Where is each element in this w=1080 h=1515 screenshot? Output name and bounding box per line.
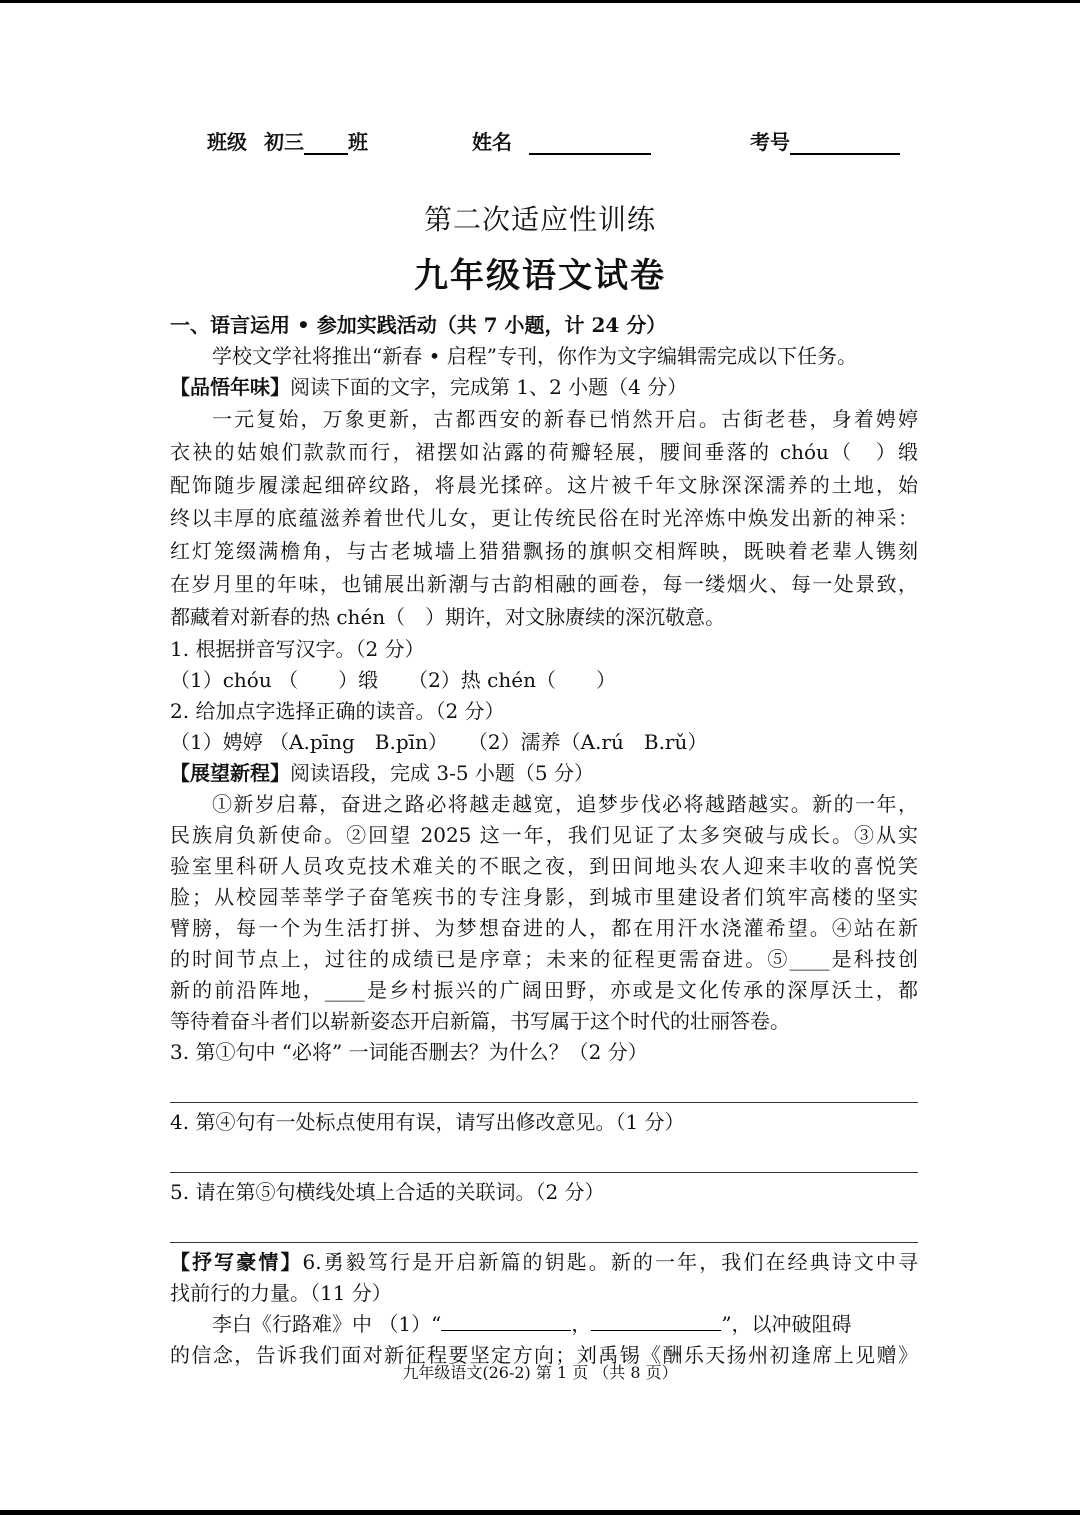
passage2-line: 等待着奋斗者们以崭新姿态开启新篇，书写属于这个时代的壮丽答卷。 xyxy=(170,1009,790,1033)
q6-blank-2[interactable] xyxy=(591,1312,721,1331)
part2-tag: 【展望新程】 xyxy=(170,761,290,785)
q6-text-b: ”，以冲破阻碍 xyxy=(721,1312,852,1336)
passage2-line: 的时间节点上，过往的成绩已是序章；未来的征程更需奋进。⑤____是科技创 xyxy=(170,947,918,971)
passage1-line: 终以丰厚的底蕴滋养着世代儿女，更让传统民俗在时光淬炼中焕发出新的神采： xyxy=(170,506,918,530)
class-field xyxy=(207,126,368,155)
exam-content xyxy=(170,310,918,1371)
passage1-line: 红灯笼缀满檐角，与古老城墙上猎猎飘扬的旗帜交相辉映，既映着老辈人镌刻 xyxy=(170,539,918,563)
class-label: 班级 xyxy=(207,130,247,154)
question-4: 4. 第④句有一处标点使用有误，请写出修改意见。（1 分） xyxy=(170,1110,685,1134)
question-2: 2. 给加点字选择正确的读音。（2 分） xyxy=(170,699,505,723)
part3-heading xyxy=(170,1247,918,1278)
q6-sep: ， xyxy=(571,1312,592,1336)
q6-blank-1[interactable] xyxy=(441,1312,571,1331)
section-heading: 一、语言运用 • 参加实践活动（共 7 小题，计 24 分） xyxy=(170,313,667,337)
scan-bottom-edge xyxy=(0,1510,1080,1515)
class-value: 初三 xyxy=(263,130,304,154)
passage2-line: 民族肩负新使命。②回望 2025 这一年，我们见证了太多突破与成长。③从实 xyxy=(170,823,918,847)
name-field xyxy=(472,126,651,155)
question-2-items: （1）娉婷 （A.pīng B.pīn） （2）濡养（A.rú B.rǔ） xyxy=(170,730,708,754)
exam-no-label: 考号 xyxy=(750,130,790,154)
exam-no-blank xyxy=(790,131,900,155)
passage1-line: 一元复始，万象更新，古都西安的新春已悄然开启。古街老巷，身着娉婷 xyxy=(212,407,918,431)
question-6-blank-line xyxy=(170,1309,918,1340)
passage1-line: 配饰随步履漾起细碎纹路，将晨光揉碎。这片被千年文脉深深濡养的土地，始 xyxy=(170,473,918,497)
question-1: 1. 根据拼音写汉字。（2 分） xyxy=(170,637,425,661)
name-label: 姓名 xyxy=(472,130,512,154)
scan-top-edge xyxy=(0,0,1080,3)
question-6: 6.勇毅笃行是开启新篇的钥匙。新的一年，我们在经典诗文中寻 xyxy=(302,1250,918,1274)
passage2-line: 新的前沿阵地，____是乡村振兴的广阔田野，亦或是文化传承的深厚沃土，都 xyxy=(170,978,918,1002)
q6-text-a: 李白《行路难》中 （1）“ xyxy=(212,1312,442,1336)
exam-no-field xyxy=(750,126,900,155)
question-1-items: （1）chóu （ ）缎 （2）热 chén（ ） xyxy=(170,668,616,692)
passage2-line: 脸；从校园莘莘学子奋笔疾书的专注身影，到城市里建设者们筑牢高楼的坚实 xyxy=(170,885,918,909)
class-blank xyxy=(304,131,348,155)
exam-title: 九年级语文试卷 xyxy=(414,256,666,296)
passage1-line: 衣袂的姑娘们款款而行，裙摆如沾露的荷瓣轻展，腰间垂落的 chóu（ ）缎 xyxy=(170,440,918,464)
section-intro: 学校文学社将推出“新春 • 启程”专刊，你作为文字编辑需完成以下任务。 xyxy=(212,344,857,368)
passage2-line: 臂膀，每一个为生活打拼、为梦想奋进的人，都在用汗水浇灌希望。④站在新 xyxy=(170,916,918,940)
part1-heading xyxy=(170,372,918,403)
name-blank xyxy=(529,131,651,155)
passage2-line: 验室里科研人员攻克技术难关的不眠之夜，到田间地头农人迎来丰收的喜悦笑 xyxy=(170,854,918,878)
part1-instruction: 阅读下面的文字，完成第 1、2 小题（4 分） xyxy=(290,375,688,399)
part3-tag: 【抒写豪情】 xyxy=(170,1250,303,1274)
question-6-line4: 的信念，告诉我们面对新征程要坚定方向；刘禹锡《酬乐天扬州初逢席上见赠》 xyxy=(170,1343,918,1367)
student-info-row xyxy=(0,126,1080,162)
answer-line-4[interactable] xyxy=(170,1138,918,1173)
passage2-line: ①新岁启幕，奋进之路必将越走越宽，追梦步伐必将越踏越实。新的一年， xyxy=(212,792,918,816)
question-3: 3. 第①句中 “必将” 一词能否删去？为什么？（2 分） xyxy=(170,1040,648,1064)
part1-tag: 【品悟年味】 xyxy=(170,375,290,399)
part2-heading xyxy=(170,758,918,789)
answer-line-5[interactable] xyxy=(170,1208,918,1243)
question-5: 5. 请在第⑤句横线处填上合适的关联词。（2 分） xyxy=(170,1180,605,1204)
answer-line-3[interactable] xyxy=(170,1068,918,1103)
exam-subtitle: 第二次适应性训练 xyxy=(423,203,656,236)
passage1-line: 都藏着对新春的热 chén（ ）期许，对文脉赓续的深沉敬意。 xyxy=(170,605,726,629)
passage1-line: 在岁月里的年味，也铺展出新潮与古韵相融的画卷，每一缕烟火、每一处景致， xyxy=(170,572,918,596)
class-suffix: 班 xyxy=(347,130,368,154)
question-6-cont: 找前行的力量。（11 分） xyxy=(170,1281,392,1305)
page-footer: 九年级语文(26-2) 第 1 页 （共 8 页） xyxy=(402,1363,678,1382)
part2-instruction: 阅读语段，完成 3-5 小题（5 分） xyxy=(290,761,595,785)
